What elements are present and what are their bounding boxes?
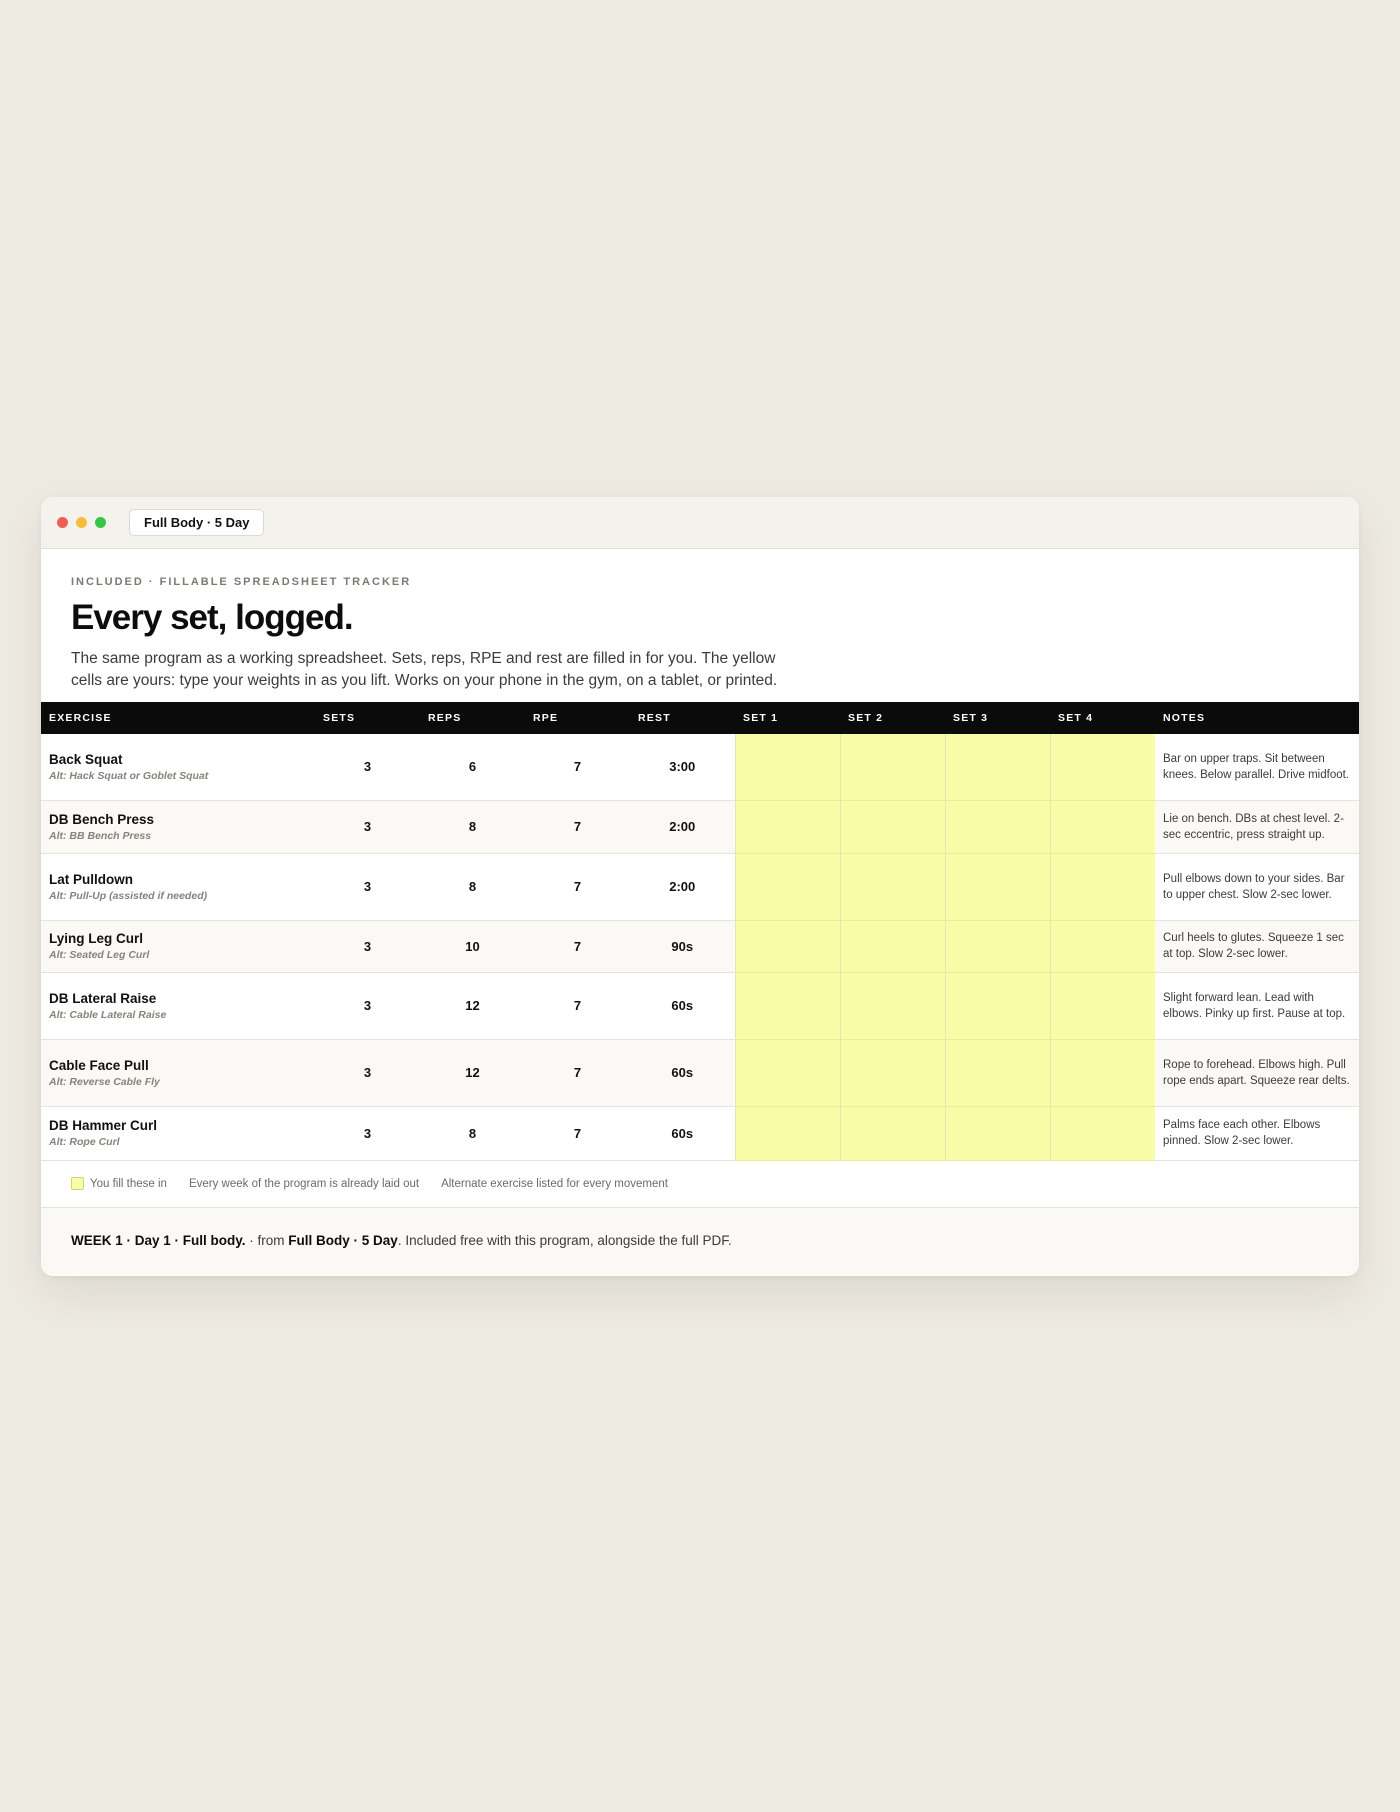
rpe-cell: 7	[525, 972, 630, 1039]
set-1-weight-input[interactable]	[735, 853, 840, 920]
page-title: Every set, logged.	[71, 598, 353, 637]
legend-fill-label: You fill these in	[90, 1177, 167, 1190]
set-1-weight-input[interactable]	[735, 1106, 840, 1160]
app-window	[41, 497, 1359, 1276]
set-3-weight-input[interactable]	[945, 734, 1050, 800]
column-header-rest: REST	[630, 702, 735, 734]
set-2-weight-input[interactable]	[840, 1039, 945, 1106]
rpe-cell: 7	[525, 734, 630, 800]
notes-cell: Palms face each other. Elbows pinned. Slow 2-sec lower.	[1155, 1106, 1359, 1160]
sets-cell: 3	[315, 1106, 420, 1160]
set-2-weight-input[interactable]	[840, 972, 945, 1039]
column-header-rpe: RPE	[525, 702, 630, 734]
set-4-weight-input[interactable]	[1050, 1039, 1155, 1106]
set-2-weight-input[interactable]	[840, 800, 945, 853]
exercise-alternate: Alt: Seated Leg Curl	[49, 949, 150, 961]
set-2-weight-input[interactable]	[840, 734, 945, 800]
rest-cell: 2:00	[630, 853, 735, 920]
set-3-weight-input[interactable]	[945, 920, 1050, 972]
table-row	[41, 972, 1359, 1039]
exercise-name: Lat Pulldown	[49, 871, 133, 887]
sets-cell: 3	[315, 734, 420, 800]
exercise-alternate: Alt: BB Bench Press	[49, 829, 152, 842]
set-3-weight-input[interactable]	[945, 853, 1050, 920]
set-3-weight-input[interactable]	[945, 972, 1050, 1039]
set-4-weight-input[interactable]	[1050, 800, 1155, 853]
exercise-alternate: Alt: Hack Squat or Goblet Squat	[49, 769, 209, 782]
footer-lead: WEEK 1 · Day 1 · Full body.	[71, 1233, 246, 1248]
column-header-sets: SETS	[315, 702, 420, 734]
notes-cell: Rope to forehead. Elbows high. Pull rope ends apart. Squeeze rear delts.	[1155, 1039, 1359, 1106]
fill-swatch-icon	[71, 1177, 84, 1190]
table-row	[41, 853, 1359, 920]
rest-cell: 90s	[630, 920, 735, 972]
rpe-cell: 7	[525, 920, 630, 972]
minimize-window-button[interactable]	[76, 517, 87, 528]
notes-cell: Bar on upper traps. Sit between knees. Below parallel. Drive midfoot.	[1155, 734, 1359, 800]
footer-tail: . Included free with this program, alongside the full PDF.	[397, 1233, 732, 1248]
set-3-weight-input[interactable]	[945, 800, 1050, 853]
sets-cell: 3	[315, 972, 420, 1039]
column-header-set-4: SET 4	[1050, 702, 1155, 734]
footer-program-name: Full Body · 5 Day	[288, 1233, 398, 1248]
table-row	[41, 1039, 1359, 1106]
window-tab[interactable]: Full Body · 5 Day	[129, 509, 264, 536]
column-header-set-2: SET 2	[840, 702, 945, 734]
reps-cell: 8	[420, 1106, 525, 1160]
set-4-weight-input[interactable]	[1050, 972, 1155, 1039]
set-2-weight-input[interactable]	[840, 920, 945, 972]
notes-cell: Lie on bench. DBs at chest level. 2-sec eccentric, press straight up.	[1155, 800, 1359, 853]
footer-caption	[41, 1208, 1359, 1274]
set-4-weight-input[interactable]	[1050, 734, 1155, 800]
exercise-alternate: Alt: Reverse Cable Fly	[49, 1075, 160, 1088]
rpe-cell: 7	[525, 1039, 630, 1106]
set-3-weight-input[interactable]	[945, 1106, 1050, 1160]
exercise-cell	[41, 853, 315, 920]
exercise-cell	[41, 920, 315, 972]
rpe-cell: 7	[525, 1106, 630, 1160]
intro-paragraph: The same program as a working spreadsheet. Sets, reps, RPE and rest are filled in for you. The yellow cells are yours: type your weights in as you lift. Works on your phone in the gym, on a tablet, or printed.	[71, 650, 778, 689]
rest-cell: 3:00	[630, 734, 735, 800]
column-header-exercise: EXERCISE	[41, 702, 315, 734]
notes-cell: Pull elbows down to your sides. Bar to upper chest. Slow 2-sec lower.	[1155, 853, 1359, 920]
legend-item-weeks: Every week of the program is already laid out	[188, 1177, 420, 1190]
set-4-weight-input[interactable]	[1050, 920, 1155, 972]
reps-cell: 6	[420, 734, 525, 800]
title-bar	[41, 497, 1359, 549]
set-4-weight-input[interactable]	[1050, 853, 1155, 920]
set-2-weight-input[interactable]	[840, 853, 945, 920]
exercise-name: DB Hammer Curl	[49, 1118, 158, 1133]
exercise-name: DB Bench Press	[49, 811, 155, 827]
page-header	[41, 549, 1359, 702]
eyebrow-label: INCLUDED · FILLABLE SPREADSHEET TRACKER	[71, 576, 412, 588]
exercise-alternate: Alt: Pull-Up (assisted if needed)	[49, 889, 208, 902]
rest-cell: 60s	[630, 1039, 735, 1106]
set-1-weight-input[interactable]	[735, 920, 840, 972]
column-header-reps: REPS	[420, 702, 525, 734]
sets-cell: 3	[315, 1039, 420, 1106]
exercise-name: Lying Leg Curl	[49, 931, 143, 946]
exercise-name: DB Lateral Raise	[49, 990, 157, 1006]
legend-item-alternates: Alternate exercise listed for every movement	[441, 1177, 668, 1190]
exercise-cell	[41, 1106, 315, 1160]
sets-cell: 3	[315, 920, 420, 972]
set-1-weight-input[interactable]	[735, 800, 840, 853]
column-header-set-1: SET 1	[735, 702, 840, 734]
footer-from: · from	[245, 1233, 289, 1248]
table-header-row	[41, 702, 1359, 734]
set-1-weight-input[interactable]	[735, 734, 840, 800]
rest-cell: 2:00	[630, 800, 735, 853]
set-1-weight-input[interactable]	[735, 1039, 840, 1106]
exercise-name: Cable Face Pull	[49, 1057, 149, 1073]
set-4-weight-input[interactable]	[1050, 1106, 1155, 1160]
exercise-alternate: Alt: Cable Lateral Raise	[49, 1008, 167, 1021]
zoom-window-button[interactable]	[95, 517, 106, 528]
exercise-cell	[41, 800, 315, 853]
table-row	[41, 920, 1359, 972]
exercise-alternate: Alt: Rope Curl	[49, 1136, 120, 1148]
legend	[41, 1161, 1359, 1208]
rest-cell: 60s	[630, 972, 735, 1039]
exercise-cell	[41, 734, 315, 800]
rpe-cell: 7	[525, 800, 630, 853]
table-row	[41, 800, 1359, 853]
notes-cell: Slight forward lean. Lead with elbows. Pinky up first. Pause at top.	[1155, 972, 1359, 1039]
set-3-weight-input[interactable]	[945, 1039, 1050, 1106]
sets-cell: 3	[315, 800, 420, 853]
reps-cell: 8	[420, 800, 525, 853]
reps-cell: 12	[420, 1039, 525, 1106]
notes-cell: Curl heels to glutes. Squeeze 1 sec at top. Slow 2-sec lower.	[1155, 920, 1359, 972]
close-window-button[interactable]	[57, 517, 68, 528]
set-2-weight-input[interactable]	[840, 1106, 945, 1160]
exercise-cell	[41, 972, 315, 1039]
table-row	[41, 734, 1359, 800]
rpe-cell: 7	[525, 853, 630, 920]
rest-cell: 60s	[630, 1106, 735, 1160]
table-row	[41, 1106, 1359, 1160]
exercise-name: Back Squat	[49, 751, 123, 767]
sets-cell: 3	[315, 853, 420, 920]
exercise-cell	[41, 1039, 315, 1106]
reps-cell: 12	[420, 972, 525, 1039]
set-1-weight-input[interactable]	[735, 972, 840, 1039]
column-header-set-3: SET 3	[945, 702, 1050, 734]
reps-cell: 10	[420, 920, 525, 972]
column-header-notes: NOTES	[1155, 702, 1359, 734]
tracker-table	[41, 702, 1359, 1161]
reps-cell: 8	[420, 853, 525, 920]
